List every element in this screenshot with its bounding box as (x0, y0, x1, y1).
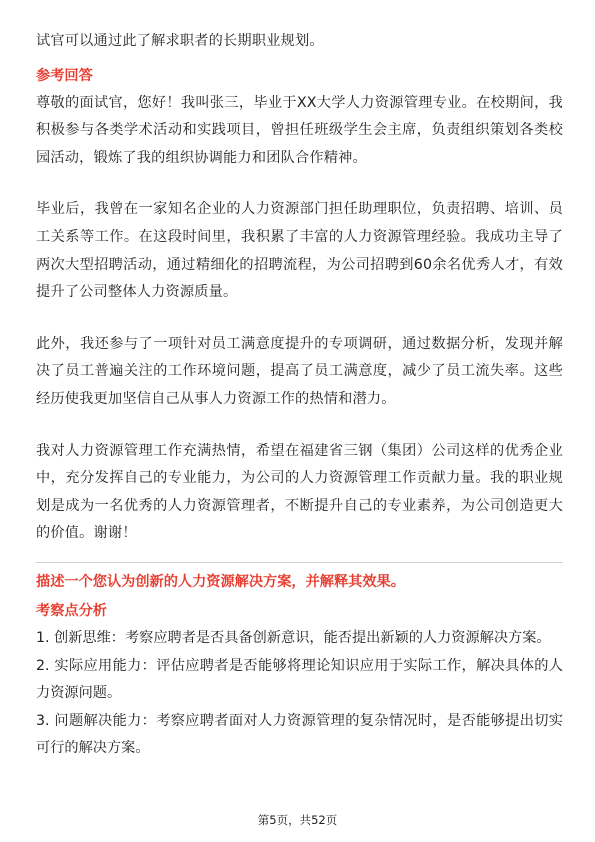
analysis-heading: 考察点分析 (36, 602, 107, 619)
answer-paragraph-3: 此外，我还参与了一项针对员工满意度提升的专项调研，通过数据分析，发现并解决了员工普遍关注的工作环境问题，提高了员工满意度，减少了员工流失率。这些经历使我更加坚信自己从事人力资源工作的热情和潜力。 (36, 335, 563, 407)
intro-fragment: 试官可以通过此了解求职者的长期职业规划。 (36, 33, 324, 49)
document-page (36, 28, 563, 763)
paragraph-gap (36, 172, 563, 196)
answer-paragraph-2: 毕业后，我曾在一家知名企业的人力资源部门担任助理职位，负责招聘、培训、员工关系等工作。在这段时间里，我积累了丰富的人力资源管理经验。我成功主导了两次大型招聘活动，通过精细化的招聘流程，为公司招聘到60余名优秀人才，有效提升了公司整体人力资源质量。 (36, 201, 563, 301)
paragraph-gap (36, 414, 563, 438)
answer-paragraph-4: 我对人力资源管理工作充满热情，希望在福建省三钢（集团）公司这样的优秀企业中，充分发挥自己的专业能力，为公司的人力资源管理工作贡献力量。我的职业规划是成为一名优秀的人力资源管理者，不断提升自己的专业素养，为公司创造更大的价值。谢谢！ (36, 442, 563, 542)
section-divider (36, 562, 563, 563)
answer-paragraph-1: 尊敬的面试官，您好！我叫张三，毕业于XX大学人力资源管理专业。在校期间，我积极参与各类学术活动和实践项目，曾担任班级学生会主席，负责组织策划各类校园活动，锻炼了我的组织协调能力和团队合作精神。 (36, 94, 563, 166)
paragraph-gap (36, 307, 563, 331)
answer-heading: 参考回答 (36, 67, 93, 84)
analysis-item-1: 1. 创新思维：考察应聘者是否具备创新意识，能否提出新颖的人力资源解决方案。 (36, 629, 551, 646)
analysis-item-2: 2. 实际应用能力：评估应聘者是否能够将理论知识应用于实际工作，解决具体的人力资源问题。 (36, 657, 563, 702)
interview-question: 描述一个您认为创新的人力资源解决方案，并解释其效果。 (36, 573, 405, 590)
page-footer: 第5页，共52页 (257, 813, 338, 827)
analysis-item-3: 3. 问题解决能力：考察应聘者面对人力资源管理的复杂情况时，是否能够提出切实可行的解决方案。 (36, 712, 563, 757)
